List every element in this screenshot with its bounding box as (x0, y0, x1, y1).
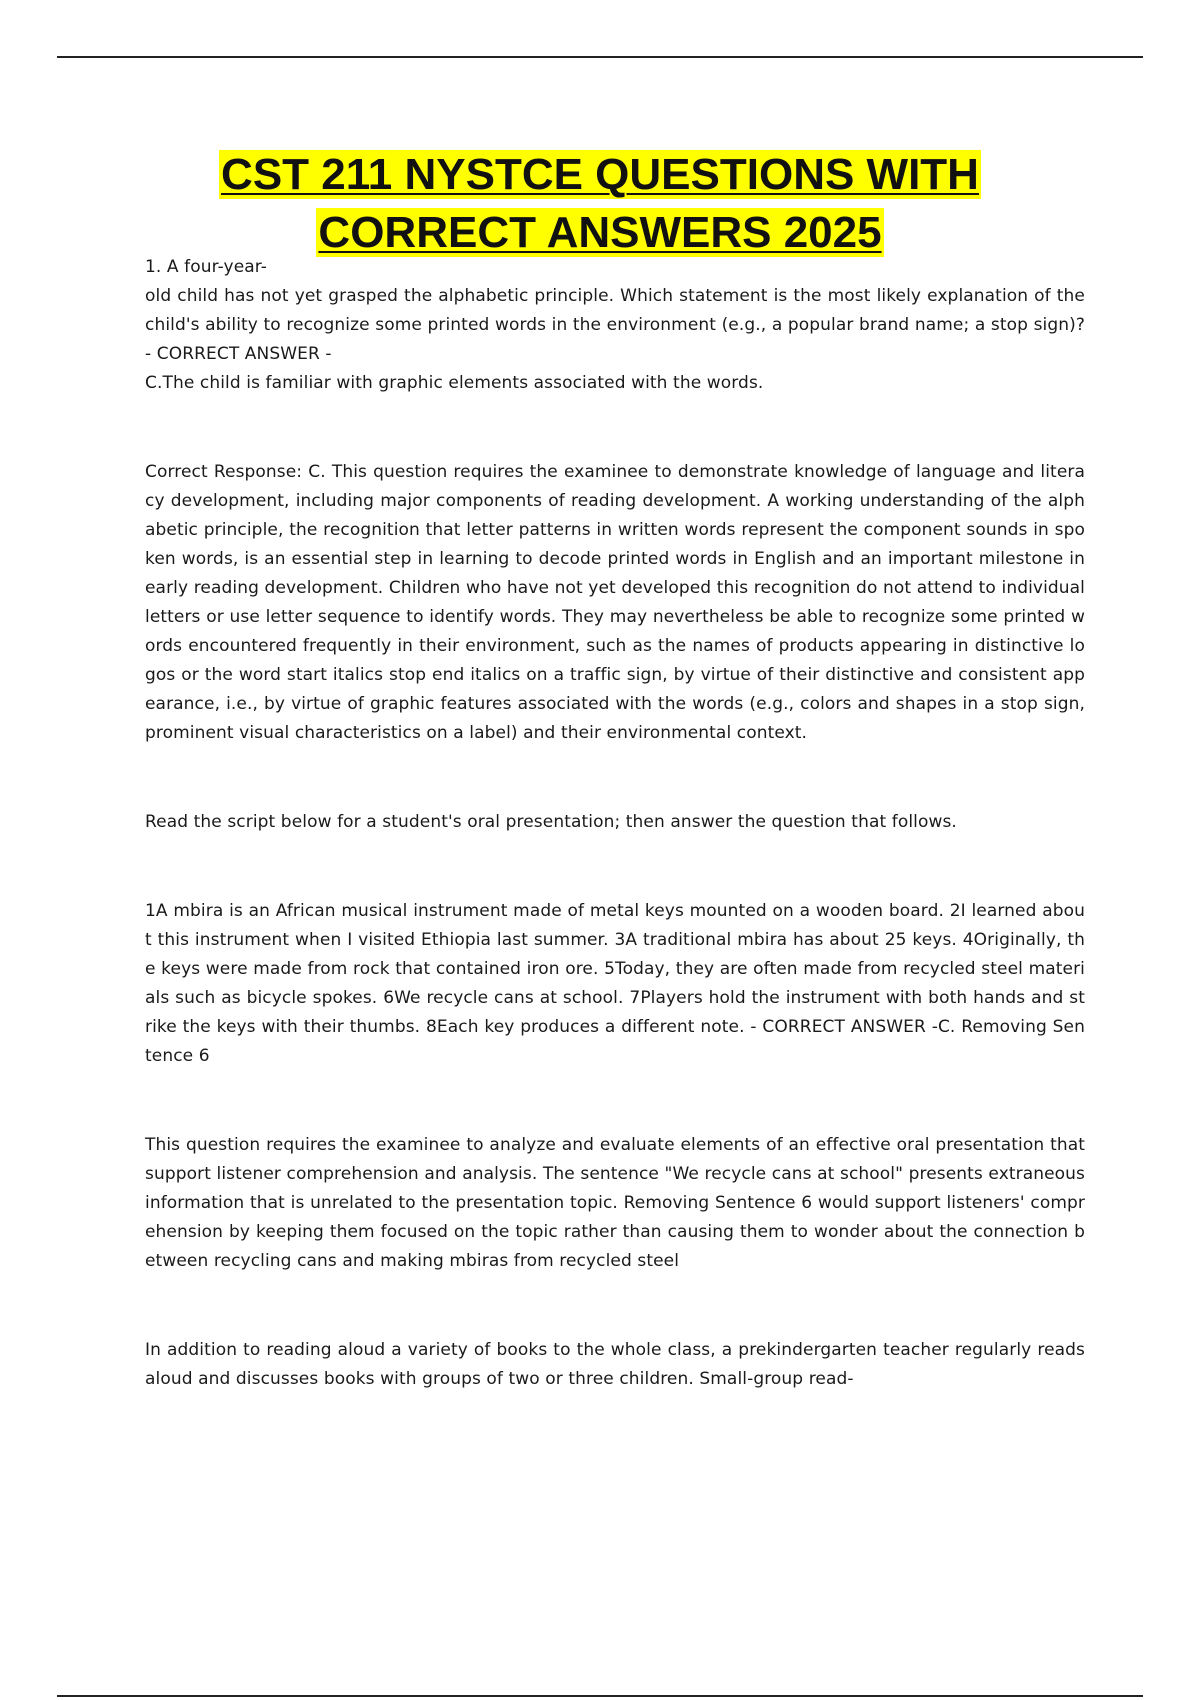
question-2-instructions: Read the script below for a student's oral presentation; then answer the question that follows. (145, 812, 957, 832)
document-title (0, 146, 1200, 262)
spacer (145, 398, 1085, 458)
document-body (145, 253, 1085, 1394)
bottom-rule (57, 1695, 1143, 1697)
spacer (145, 837, 1085, 897)
spacer (145, 1276, 1085, 1336)
spacer (145, 1071, 1085, 1131)
question-1-explanation: Correct Response: C. This question requires the examinee to demonstrate knowledge of language and literacy development, including major components of reading development. A working understanding of the alphabetic principle, the recognition that letter patterns in written words represent the component sounds in spoken words, is an essential step in learning to decode printed words in English and an important milestone in early reading development. Children who have not yet developed this recognition do not attend to individual letters or use letter sequence to identify words. They may nevertheless be able to recognize some printed words encountered frequently in their environment, such as the names of products appearing in distinctive logos or the word start italics stop end italics on a traffic sign, by virtue of their distinctive and consistent appearance, i.e., by virtue of graphic features associated with the words (e.g., colors and shapes in a stop sign, prominent visual characteristics on a label) and their environmental context. (145, 462, 1085, 743)
spacer (145, 748, 1085, 808)
question-1-answer: C.The child is familiar with graphic elements associated with the words. (145, 373, 764, 393)
question-2-explanation: This question requires the examinee to analyze and evaluate elements of an effective oral presentation that support listener comprehension and analysis. The sentence "We recycle cans at school" presents extraneous information that is unrelated to the presentation topic. Removing Sentence 6 would support listeners' comprehension by keeping them focused on the topic rather than causing them to wonder about the connection between recycling cans and making mbiras from recycled steel (145, 1135, 1085, 1271)
question-1-number: 1. A four-year- (145, 257, 268, 277)
title-line-2: CORRECT ANSWERS 2025 (318, 208, 882, 257)
question-3-text: In addition to reading aloud a variety of books to the whole class, a prekindergarten teacher regularly reads aloud and discusses books with groups of two or three children. Small-group read- (145, 1340, 1085, 1389)
top-rule (57, 56, 1143, 58)
title-line-1: CST 211 NYSTCE QUESTIONS WITH (221, 150, 979, 199)
question-1-text: old child has not yet grasped the alphabetic principle. Which statement is the most likely explanation of the child's ability to recognize some printed words in the environment (e.g., a popular brand name; a stop sign)? - CORRECT ANSWER - (145, 286, 1085, 364)
question-2-script: 1A mbira is an African musical instrument made of metal keys mounted on a wooden board. 2I learned about this instrument when I visited Ethiopia last summer. 3A traditional mbira has about 25 keys. 4Originally, the keys were made from rock that contained iron ore. 5Today, they are often made from recycled steel materials such as bicycle spokes. 6We recycle cans at school. 7Players hold the instrument with both hands and strike the keys with their thumbs. 8Each key produces a different note. - CORRECT ANSWER -C. Removing Sentence 6 (145, 901, 1085, 1066)
